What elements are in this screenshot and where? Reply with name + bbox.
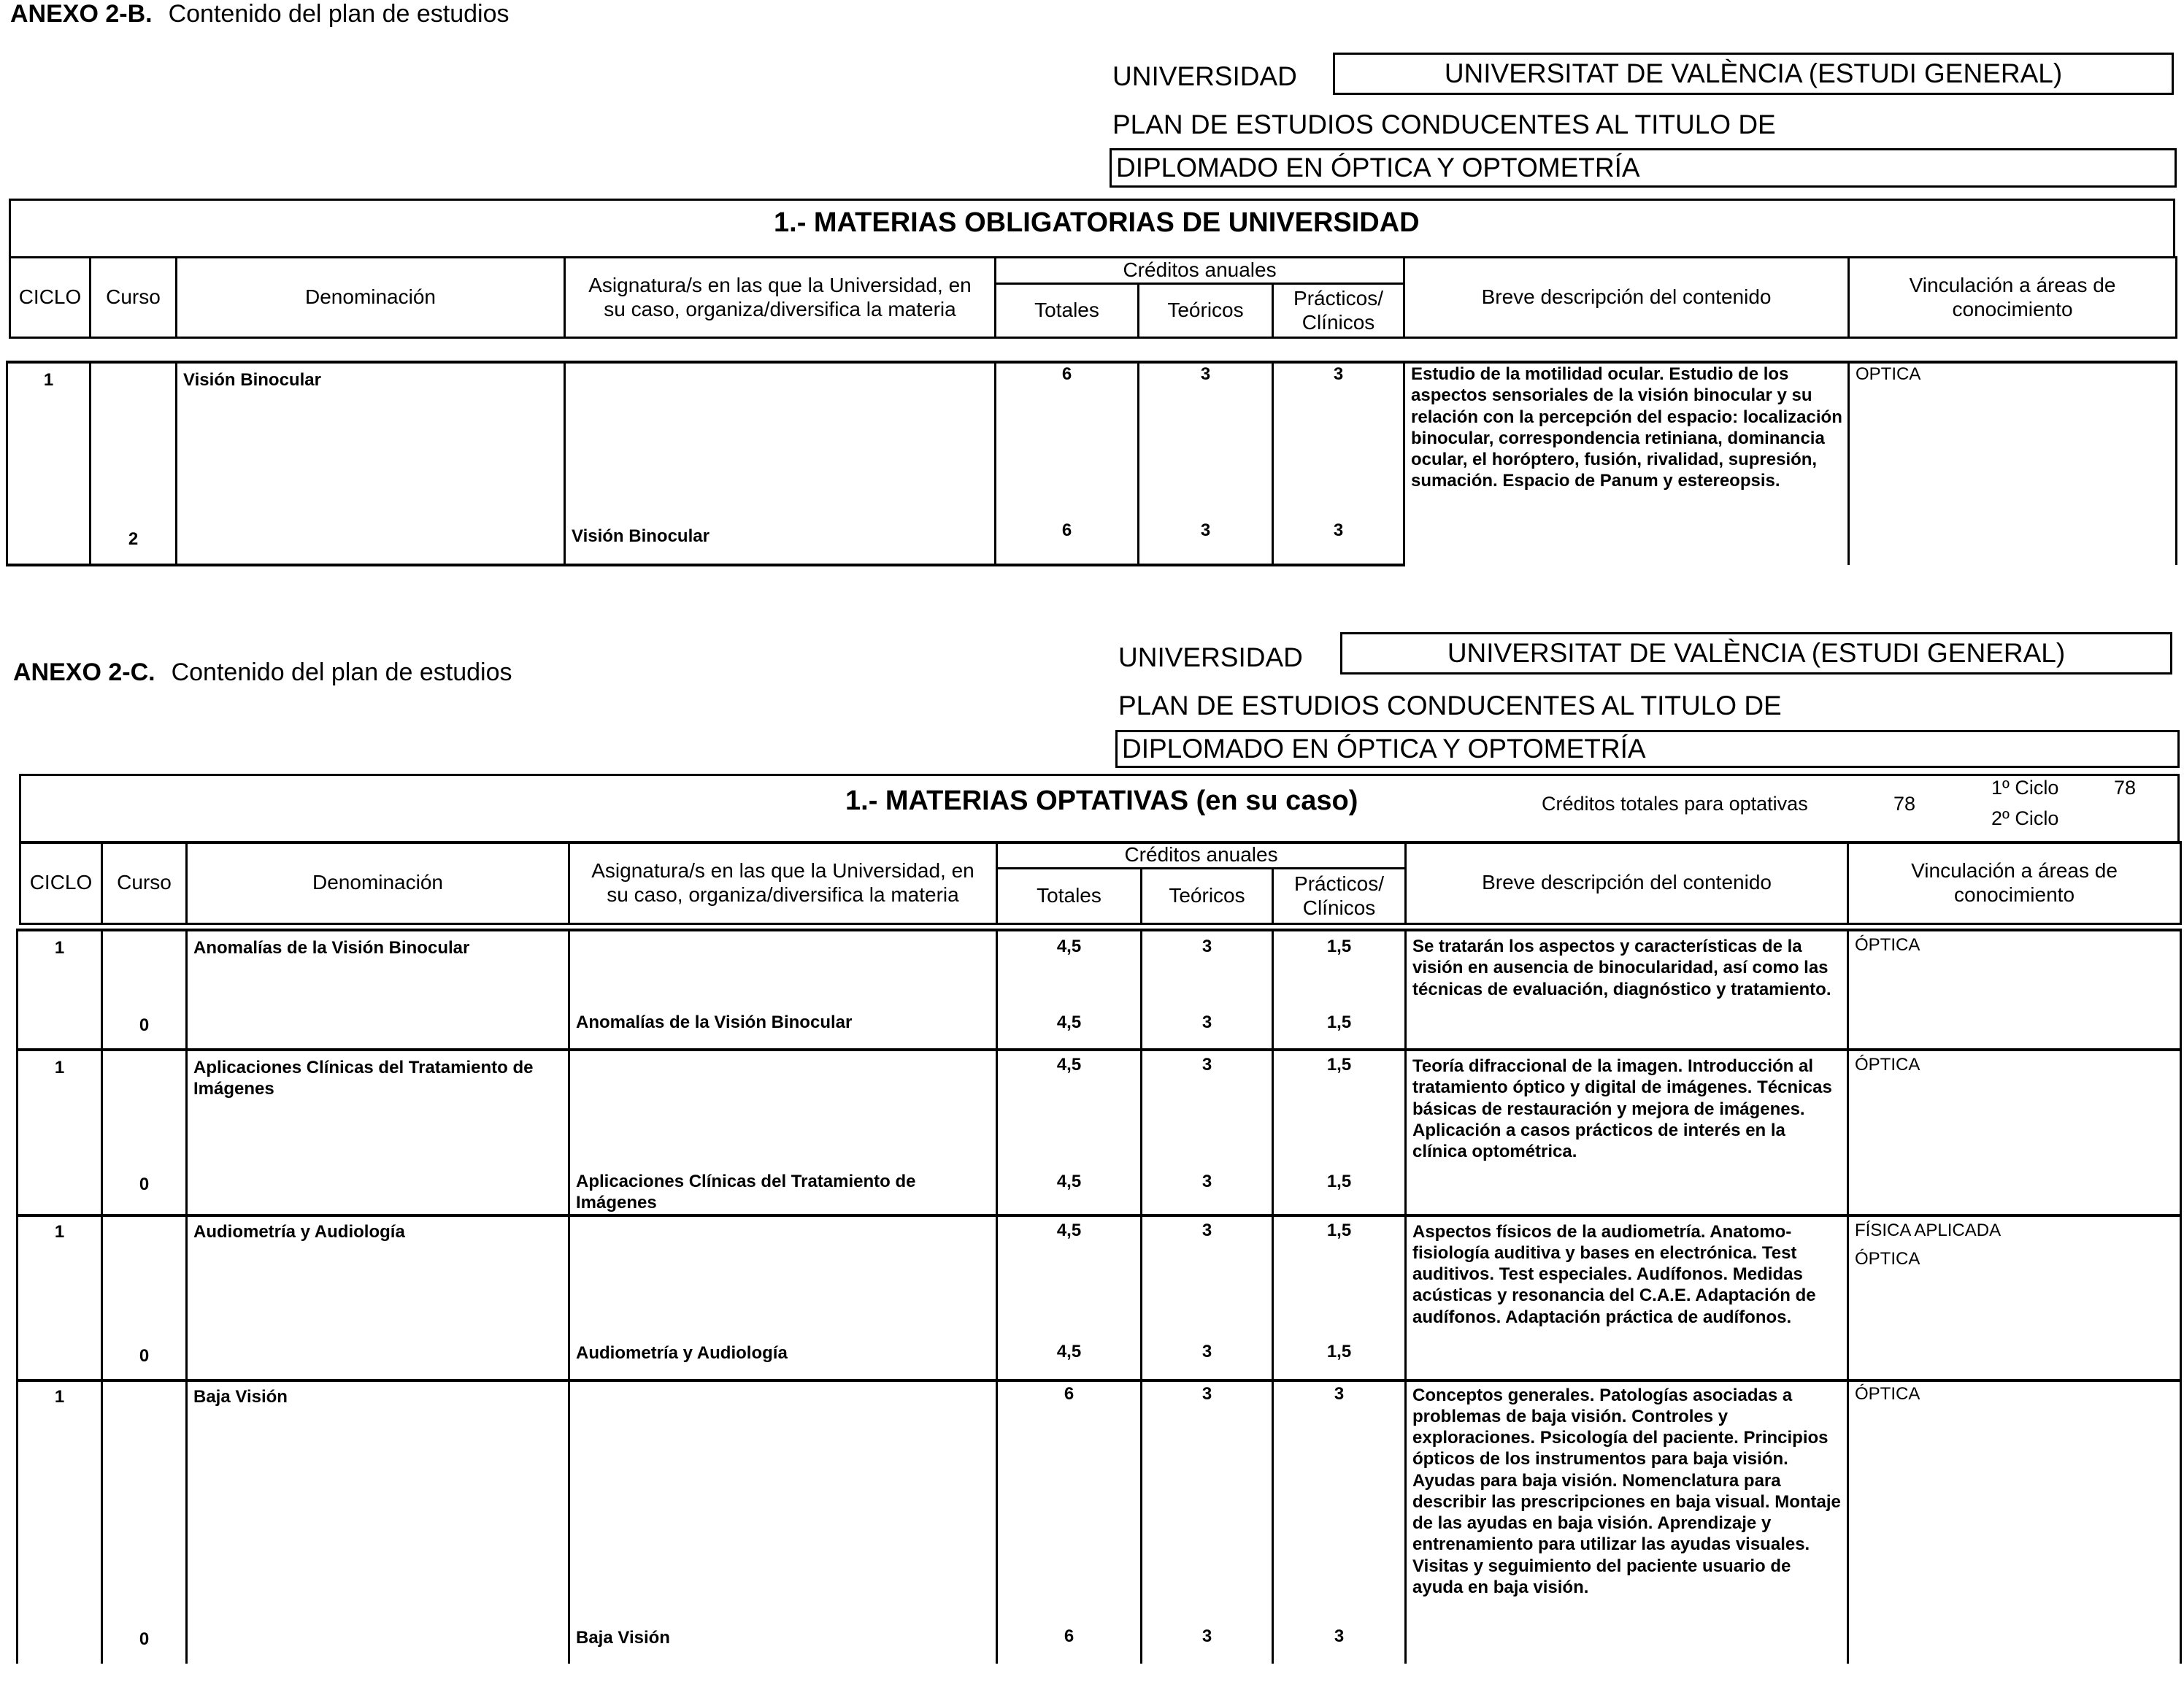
cell-descripcion: Teoría difraccional de la imagen. Introducción al tratamiento óptico y digital de imágenes. Técnicas básicas de restauración y mejora de imágenes. Aplicación a casos prácticos de interés en la clínica optométrica. — [1406, 1050, 1848, 1215]
plan-value-c: DIPLOMADO EN ÓPTICA Y OPTOMETRÍA — [1122, 734, 1646, 764]
table-row — [18, 1215, 2181, 1337]
header-ciclo: CICLO — [10, 258, 91, 338]
cell-sub-practicos: 3 — [1273, 1621, 1406, 1664]
cell-sub-totales: 4,5 — [997, 1337, 1142, 1380]
cell-teoricos: 3 — [1142, 1050, 1273, 1171]
section-title: 1.- MATERIAS OBLIGATORIAS DE UNIVERSIDAD — [774, 207, 1420, 238]
annex-b-title: Contenido del plan de estudios — [168, 0, 510, 28]
cell-sub-teoricos: 3 — [1142, 1337, 1273, 1380]
cell-totales: 6 — [997, 1380, 1142, 1621]
cell-sub-totales: 4,5 — [997, 1171, 1142, 1215]
universidad-value-c: UNIVERSITAT DE VALÈNCIA (ESTUDI GENERAL) — [1447, 638, 2066, 668]
cell-sub-practicos: 1,5 — [1273, 1171, 1406, 1215]
table-body-c — [16, 929, 2182, 1664]
cell-practicos: 3 — [1273, 362, 1404, 520]
table-row — [18, 1050, 2181, 1171]
header-asignatura: Asignatura/s en las que la Universidad, en su caso, organiza/diversifica la materia — [565, 258, 996, 338]
cell-asignatura: Aplicaciones Clínicas del Tratamiento de Imágenes — [569, 1171, 997, 1215]
cell-totales: 6 — [996, 362, 1139, 520]
cell-descripcion: Se tratarán los aspectos y características de la visión en ausencia de binocularidad, así como las técnicas de evaluación, diagnóstico y tratamiento. — [1406, 930, 1848, 1050]
universidad-field — [1333, 53, 2174, 95]
cell-practicos: 3 — [1273, 1380, 1406, 1621]
cell-denominacion: Audiometría y Audiología — [187, 1215, 569, 1337]
cell-asignatura: Anomalías de la Visión Binocular — [569, 1006, 997, 1050]
table-row — [7, 362, 2177, 520]
cell-sub-teoricos: 3 — [1139, 520, 1273, 565]
cell-totales: 4,5 — [997, 930, 1142, 1006]
cell-teoricos: 3 — [1142, 1215, 1273, 1337]
cell-asignatura: Audiometría y Audiología — [569, 1337, 997, 1380]
header-descripcion: Breve descripción del contenido — [1404, 258, 1849, 338]
cell-asignatura: Baja Visión — [569, 1621, 997, 1664]
header-teoricos: Teóricos — [1139, 284, 1273, 338]
cell-ciclo: 1 — [7, 362, 91, 520]
cell-ciclo: 1 — [18, 1050, 102, 1171]
cell-sub-practicos: 1,5 — [1273, 1337, 1406, 1380]
cell-denominacion: Visión Binocular — [177, 362, 565, 520]
cell-descripcion: Conceptos generales. Patologías asociadas a problemas de baja visión. Controles y exploraciones. Psicología del paciente. Principios ópticos de los instrumentos para baja visión. Ayudas para baja visión. Nomenclatura para describir las prescripciones en baja visual. Montaje de las ayudas en baja visión. Aprendizaje y entrenamiento para utilizar las ayudas visuales. Visitas y seguimiento del paciente usuario de ayuda en baja visión. — [1406, 1380, 1848, 1664]
header-creditos: Créditos anuales — [996, 258, 1404, 284]
cell-totales: 4,5 — [997, 1215, 1142, 1337]
cell-curso: 0 — [102, 1171, 187, 1215]
header-vinculacion: Vinculación a áreas de conocimiento — [1848, 842, 2181, 924]
cell-practicos: 1,5 — [1273, 1215, 1406, 1337]
table-body-b — [6, 361, 2177, 566]
cell-vinculacion: ÓPTICA — [1848, 1380, 2181, 1664]
cell-sub-teoricos: 3 — [1142, 1621, 1273, 1664]
cell-vinculacion — [1848, 1215, 2181, 1380]
vinculacion-primary: FÍSICA APLICADA — [1855, 1220, 2002, 1240]
universidad-label-c: UNIVERSIDAD — [1118, 642, 1303, 672]
annex-c-title: Contenido del plan de estudios — [171, 658, 512, 686]
cell-sub-teoricos: 3 — [1142, 1006, 1273, 1050]
annex-b-code: ANEXO 2-B. — [10, 0, 153, 28]
table-row — [18, 930, 2181, 1006]
vinculacion-secondary: ÓPTICA — [1855, 1248, 1920, 1269]
cell-curso: 2 — [91, 520, 177, 565]
cell-denominacion: Anomalías de la Visión Binocular — [187, 930, 569, 1006]
cell-vinculacion: ÓPTICA — [1848, 930, 2181, 1050]
plan-label: PLAN DE ESTUDIOS CONDUCENTES AL TITULO DE — [1112, 109, 1776, 139]
cell-denominacion: Baja Visión — [187, 1380, 569, 1621]
cell-ciclo: 1 — [18, 1215, 102, 1337]
cell-totales: 4,5 — [997, 1050, 1142, 1171]
universidad-field-c — [1340, 632, 2172, 675]
table-header-c — [19, 841, 2182, 925]
header-curso: Curso — [102, 842, 187, 924]
cell-vinculacion: OPTICA — [1849, 362, 2177, 565]
header-totales: Totales — [997, 869, 1142, 924]
cell-sub-practicos: 3 — [1273, 520, 1404, 565]
universidad-label: UNIVERSIDAD — [1112, 61, 1297, 91]
cell-sub-totales: 6 — [997, 1621, 1142, 1664]
header-totales: Totales — [996, 284, 1139, 338]
annex-c-heading — [13, 658, 512, 687]
cell-descripcion: Estudio de la motilidad ocular. Estudio de los aspectos sensoriales de la visión binocular y su relación con la percepción del espacio: localización binocular, correspondencia retiniana, dominancia ocular, el horóptero, fusión, rivalidad, supresión, sumación. Espacio de Panum y estereopsis. — [1404, 362, 1849, 565]
universidad-value: UNIVERSITAT DE VALÈNCIA (ESTUDI GENERAL) — [1444, 58, 2063, 88]
header-denominacion: Denominación — [187, 842, 569, 924]
cell-vinculacion: ÓPTICA — [1848, 1050, 2181, 1215]
cell-asignatura: Visión Binocular — [565, 520, 996, 565]
table-header — [9, 256, 2177, 339]
plan-value: DIPLOMADO EN ÓPTICA Y OPTOMETRÍA — [1116, 153, 1640, 182]
cell-sub-totales: 4,5 — [997, 1006, 1142, 1050]
header-asignatura: Asignatura/s en las que la Universidad, en su caso, organiza/diversifica la materia — [569, 842, 997, 924]
ciclo1-label: 1º Ciclo — [1991, 777, 2059, 799]
header-practicos: Prácticos/ Clínicos — [1273, 869, 1406, 924]
cell-sub-totales: 6 — [996, 520, 1139, 565]
cell-teoricos: 3 — [1142, 930, 1273, 1006]
creditos-totales-label: Créditos totales para optativas — [1542, 793, 1808, 815]
cell-practicos: 1,5 — [1273, 930, 1406, 1006]
cell-practicos: 1,5 — [1273, 1050, 1406, 1171]
plan-label-c: PLAN DE ESTUDIOS CONDUCENTES AL TITULO DE — [1118, 691, 1782, 720]
section-title-c: 1.- MATERIAS OPTATIVAS (en su caso) — [845, 785, 1358, 816]
table-row — [18, 1380, 2181, 1621]
cell-sub-practicos: 1,5 — [1273, 1006, 1406, 1050]
header-descripcion: Breve descripción del contenido — [1406, 842, 1848, 924]
ciclo1-value: 78 — [2114, 777, 2137, 799]
cell-ciclo: 1 — [18, 930, 102, 1006]
cell-teoricos: 3 — [1139, 362, 1273, 520]
cell-sub-teoricos: 3 — [1142, 1171, 1273, 1215]
cell-denominacion: Aplicaciones Clínicas del Tratamiento de Imágenes — [187, 1050, 569, 1171]
cell-curso: 0 — [102, 1337, 187, 1380]
annex-c-code: ANEXO 2-C. — [13, 658, 155, 686]
annex-b-heading — [10, 0, 510, 28]
header-teoricos: Teóricos — [1142, 869, 1273, 924]
header-denominacion: Denominación — [177, 258, 565, 338]
header-curso: Curso — [91, 258, 177, 338]
ciclo2-label: 2º Ciclo — [1991, 807, 2059, 829]
creditos-totales-value: 78 — [1893, 793, 1916, 815]
cell-curso: 0 — [102, 1621, 187, 1664]
cell-curso: 0 — [102, 1006, 187, 1050]
header-creditos: Créditos anuales — [997, 842, 1406, 869]
header-ciclo: CICLO — [20, 842, 102, 924]
plan-field — [1110, 148, 2177, 188]
header-practicos: Prácticos/ Clínicos — [1273, 284, 1404, 338]
cell-ciclo: 1 — [18, 1380, 102, 1621]
cell-descripcion: Aspectos físicos de la audiometría. Anatomo-fisiología auditiva y bases en electrónica. Test auditivos. Test especiales. Audífonos. Medidas acústicas y resonancia del C.A.E. Adaptación de audífonos. Adaptación práctica de audífonos. — [1406, 1215, 1848, 1380]
header-vinculacion: Vinculación a áreas de conocimiento — [1849, 258, 2177, 338]
plan-field-c — [1115, 730, 2180, 768]
cell-teoricos: 3 — [1142, 1380, 1273, 1621]
